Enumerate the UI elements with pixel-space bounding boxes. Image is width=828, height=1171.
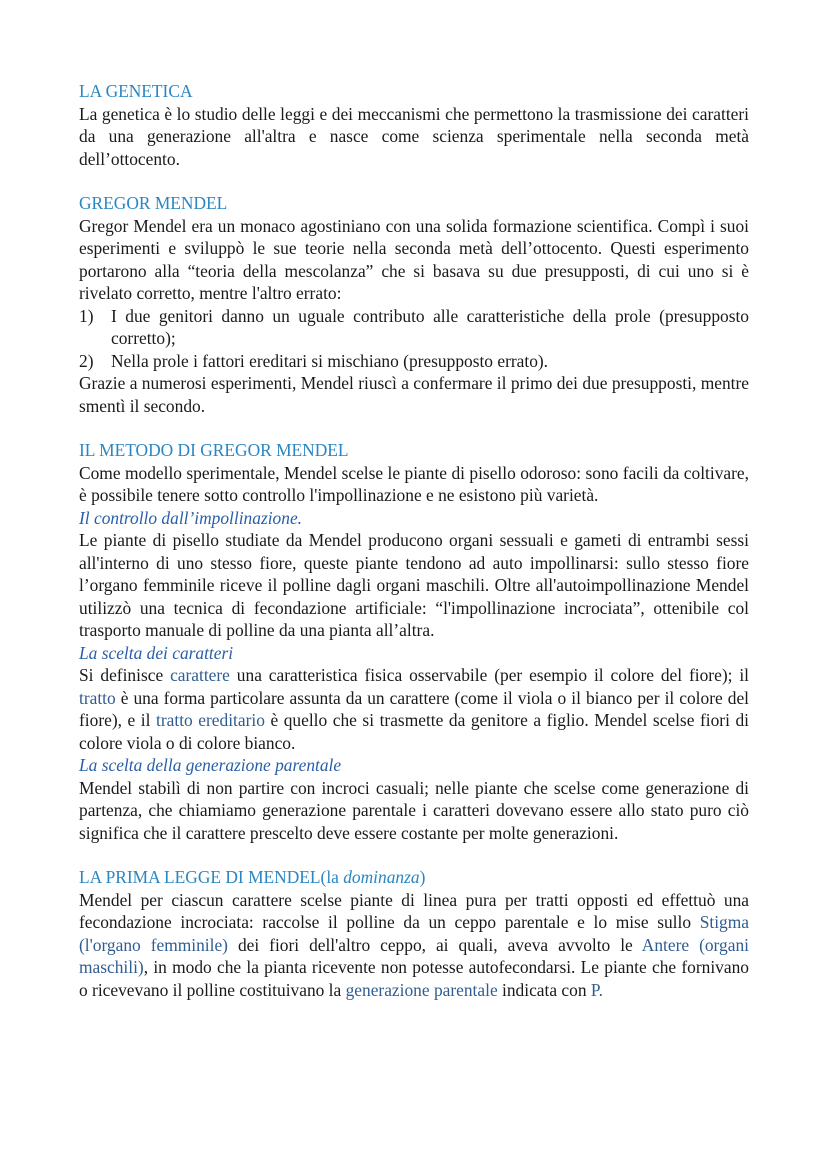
heading-gregor-mendel: GREGOR MENDEL bbox=[79, 193, 228, 213]
text-run: Si definisce bbox=[79, 665, 171, 685]
text-run: , in modo che la pianta ricevente non potesse autofecondarsi. Le piante che fornivano o ricevevano il polline costituivano la bbox=[79, 957, 749, 1000]
paragraph-impollinazione: Le piante di pisello studiate da Mendel producono organi sessuali e gameti di entrambi sessi all'interno di uno stesso fiore, queste piante tendono ad auto impollinarsi: sullo stesso fiore l’organo femminile riceve il polline dagli organi maschili. Oltre all'autoimpollinazione Mendel utilizzò una tecnica di fecondazione artificiale: “l'impollinazione incrociata”, ottenibile col trasporto manuale di polline da una pianta all’altra. bbox=[79, 530, 749, 640]
text-run: una caratteristica fisica osservabile (per esempio il colore del fiore); il bbox=[229, 665, 749, 685]
term-carattere: carattere bbox=[170, 665, 230, 685]
list-number: 1) bbox=[79, 305, 94, 326]
paragraph-prima-legge bbox=[79, 889, 749, 1002]
section-gregor-mendel bbox=[79, 192, 749, 417]
paragraph-mendel-intro: Gregor Mendel era un monaco agostiniano con una solida formazione scientifica. Compì i suoi esperimenti e sviluppò le sue teorie nella seconda metà dell’ottocento. Questi esperimento portarono alla “teoria della mescolanza” che si basava su due presupposti, di cui uno si è rivelato corretto, mentre l'altro errato: bbox=[79, 215, 749, 303]
section-prima-legge bbox=[79, 866, 749, 1001]
term-tratto: tratto bbox=[79, 687, 116, 708]
list-text: Nella prole i fattori ereditari si mischiano (presupposto errato). bbox=[111, 350, 549, 371]
section-metodo bbox=[79, 439, 749, 844]
paragraph-caratteri bbox=[79, 664, 749, 754]
list-item bbox=[79, 305, 749, 350]
subheading-generazione-parentale: La scelta della generazione parentale bbox=[79, 755, 342, 775]
term-tratto-ereditario: tratto ereditario bbox=[156, 710, 265, 730]
presupposti-list bbox=[79, 305, 749, 373]
heading-italic-dominanza: dominanza bbox=[343, 867, 420, 887]
text-run: è una forma particolare assunta da un carattere (come il viola o il bianco per il colore del fiore), e il bbox=[79, 687, 749, 730]
heading-text-end: ) bbox=[419, 867, 426, 887]
heading-prima-legge bbox=[79, 866, 749, 889]
text-run: indicata con bbox=[497, 979, 591, 1000]
paragraph-metodo-intro: Come modello sperimentale, Mendel scelse le piante di pisello odoroso: sono facili da coltivare, è possibile tenere sotto controllo l'impollinazione e ne esistono più varietà. bbox=[79, 462, 749, 505]
term-p: P. bbox=[590, 979, 603, 1000]
term-stigma: Stigma (l'organo femminile) bbox=[79, 912, 749, 955]
paragraph-generazione-parentale: Mendel stabilì di non partire con incroci casuali; nelle piante che scelse come generazione di partenza, che chiamiamo generazione parentale i caratteri dovevano essere allo stato puro ciò significa che il carattere prescelto deve essere costante per molte generazioni. bbox=[79, 777, 749, 843]
heading-genetica: LA GENETICA bbox=[79, 81, 193, 101]
text-run: dei fiori dell'altro ceppo, ai quali, aveva avvolto le bbox=[227, 934, 642, 955]
list-number: 2) bbox=[79, 350, 94, 371]
subheading-impollinazione: Il controllo dall’impollinazione. bbox=[79, 507, 303, 528]
term-generazione-parentale: generazione parentale bbox=[345, 979, 498, 1000]
paragraph-genetica: La genetica è lo studio delle leggi e dei meccanismi che permettono la trasmissione dei caratteri da una generazione all'altra e nasce come scienza sperimentale nella seconda metà dell’ottocento. bbox=[79, 103, 749, 169]
text-run: Mendel per ciascun carattere scelse piante di linea pura per tratti opposti ed effettuò una fecondazione incrociata: raccolse il polline da un ceppo parentale e lo mise sullo bbox=[79, 889, 749, 932]
text-run: è quello che si trasmette da genitore a figlio. Mendel scelse fiori di colore viola o di colore bianco. bbox=[79, 710, 749, 753]
list-text: I due genitori danno un uguale contributo alle caratteristiche della prole (presupposto corretto); bbox=[111, 305, 749, 348]
paragraph-mendel-outro: Grazie a numerosi esperimenti, Mendel riuscì a confermare il primo dei due presupposti, mentre smentì il secondo. bbox=[79, 373, 749, 416]
subheading-caratteri: La scelta dei caratteri bbox=[79, 642, 234, 663]
document-content bbox=[79, 80, 749, 1023]
list-item bbox=[79, 350, 749, 373]
term-antere: Antere (organi maschili) bbox=[79, 934, 749, 977]
heading-text: LA PRIMA LEGGE DI MENDEL(la bbox=[79, 867, 344, 887]
section-genetica bbox=[79, 80, 749, 170]
heading-metodo: IL METODO DI GREGOR MENDEL bbox=[79, 440, 349, 460]
